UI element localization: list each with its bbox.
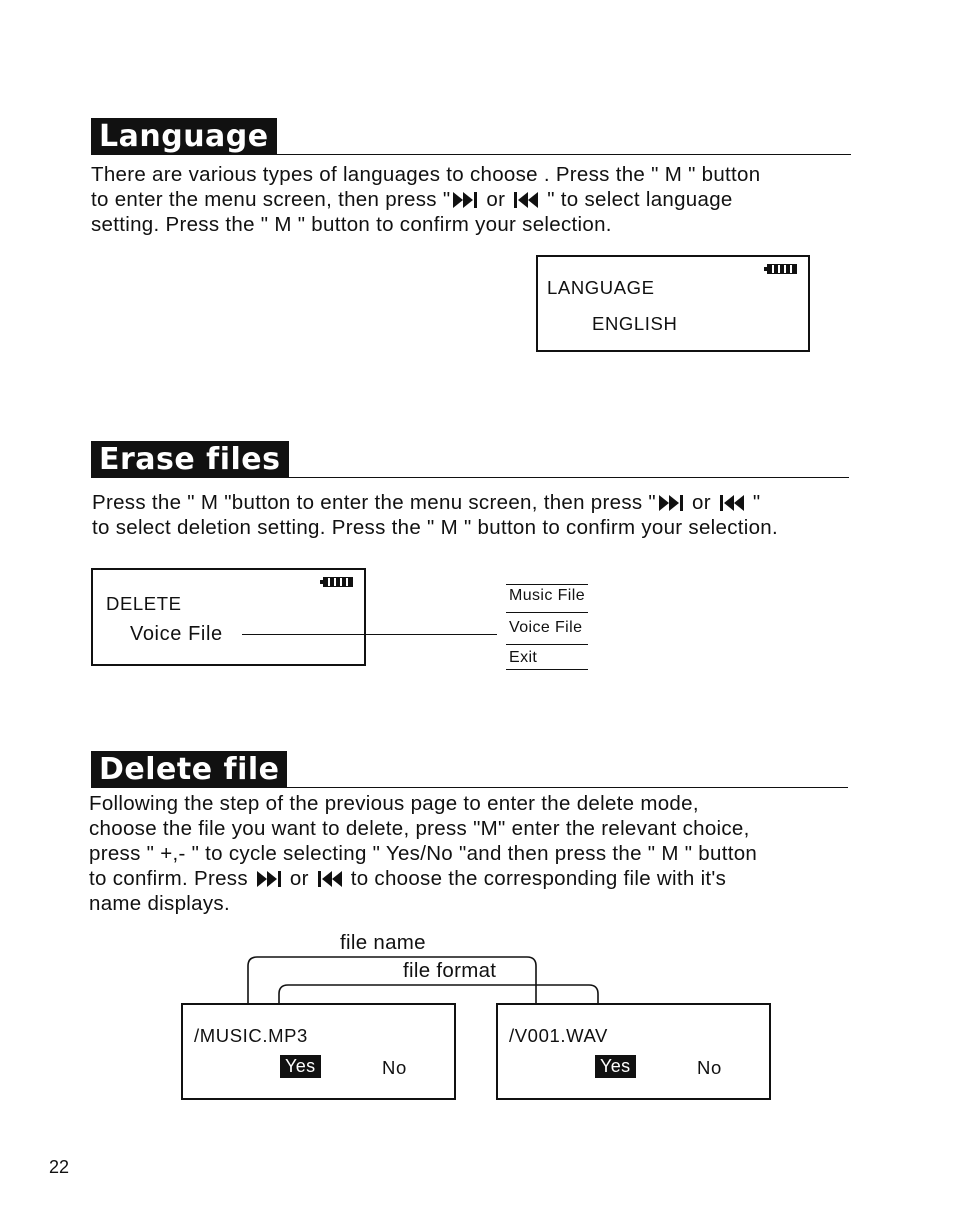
yes-option-selected: Yes bbox=[280, 1055, 321, 1078]
text-line: press " +,- " to cycle selecting " Yes/No "and then press the " M " button bbox=[89, 842, 758, 865]
page-number: 22 bbox=[49, 1157, 70, 1177]
text-line: choose the file you want to delete, press "M" enter the relevant choice, bbox=[89, 817, 750, 840]
text-line: There are various types of languages to choose . Press the " M " button bbox=[91, 163, 761, 186]
callout-file-name: file name bbox=[340, 931, 426, 954]
text-fragment: or bbox=[480, 188, 512, 211]
file-lcd-screen-voice bbox=[496, 1003, 771, 1100]
section-title-delete-file: Delete file bbox=[91, 751, 287, 788]
text-line: to select deletion setting. Press the " M " button to confirm your selection. bbox=[92, 516, 779, 539]
text-fragment: or bbox=[686, 491, 717, 514]
lcd-menu-label: DELETE bbox=[106, 593, 182, 614]
text-fragment: to choose the corresponding file with it's bbox=[344, 867, 727, 890]
text-fragment: " bbox=[746, 491, 761, 514]
callout-file-format: file format bbox=[403, 959, 497, 982]
text-line: setting. Press the " M " button to confirm your selection. bbox=[91, 213, 612, 236]
option-exit: Exit bbox=[509, 649, 538, 666]
no-option: No bbox=[382, 1057, 407, 1078]
text-fragment: to enter the menu screen, then press " bbox=[91, 188, 451, 211]
lcd-menu-label: LANGUAGE bbox=[547, 277, 655, 298]
text-line: name displays. bbox=[89, 892, 230, 915]
file-lcd-screen-music bbox=[181, 1003, 456, 1100]
text-fragment: or bbox=[283, 867, 315, 890]
text-fragment: Press the " M "button to enter the menu screen, then press " bbox=[92, 491, 657, 514]
section-title-erase-files: Erase files bbox=[91, 441, 289, 478]
no-option: No bbox=[697, 1057, 722, 1078]
lcd-menu-value: ENGLISH bbox=[592, 313, 678, 334]
section-title-language: Language bbox=[91, 118, 277, 155]
text-line: Following the step of the previous page to enter the delete mode, bbox=[89, 792, 699, 815]
text-fragment: " to select language bbox=[541, 188, 733, 211]
option-music-file: Music File bbox=[509, 587, 586, 604]
text-fragment: to confirm. Press bbox=[89, 867, 254, 890]
yes-option-selected: Yes bbox=[595, 1055, 636, 1078]
lcd-menu-value: Voice File bbox=[130, 623, 223, 645]
file-name-display: /V001.WAV bbox=[509, 1025, 608, 1046]
file-name-display: /MUSIC.MP3 bbox=[194, 1025, 308, 1046]
option-voice-file: Voice File bbox=[509, 619, 583, 636]
